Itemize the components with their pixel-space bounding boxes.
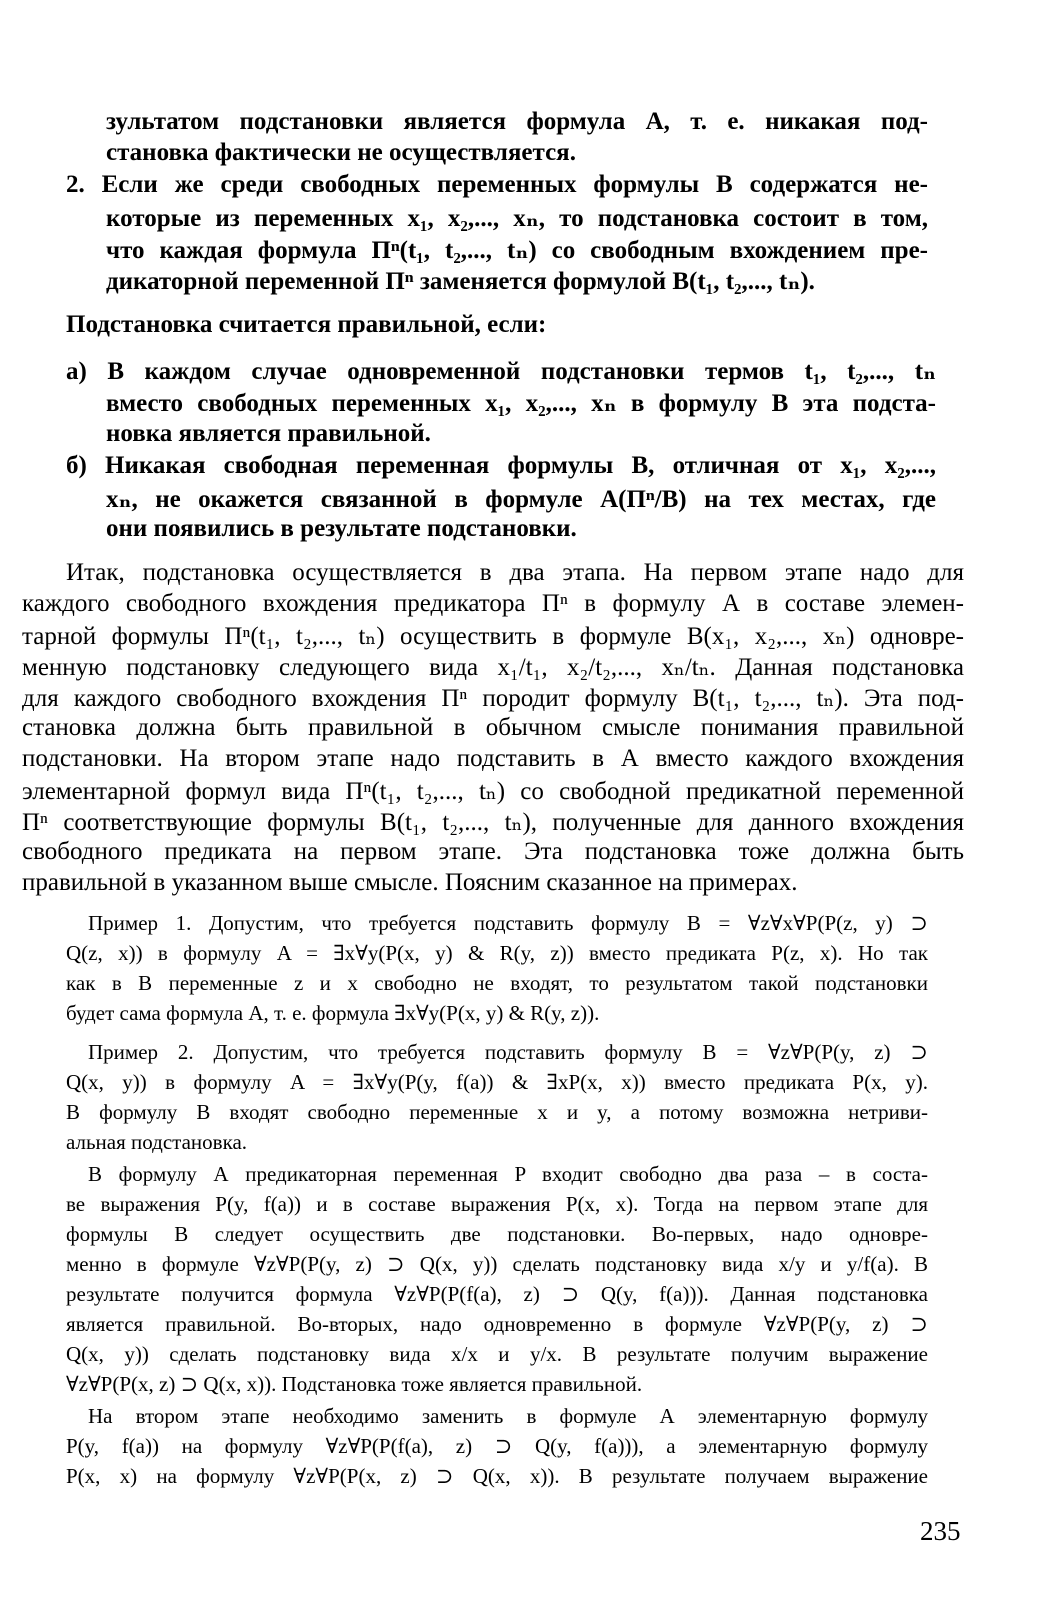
text-line: Q(x, y)) сделать подстановку вида x/x и y/x. В результате получим выражение — [66, 1342, 928, 1366]
text-line: альная подстановка. — [66, 1130, 248, 1154]
text-line: они появились в результате подстановки. — [106, 515, 577, 542]
text-line: которые из переменных x₁, x₂,..., xₙ, то подстановка состоит в том, — [106, 205, 928, 232]
text-line: ве выражения P(y, f(a)) и в составе выражения P(x, x). Тогда на первом этапе для — [66, 1192, 928, 1216]
text-line: элементарной формул вида Пⁿ(t₁, t₂,..., tₙ) со свободной предикатной переменной — [22, 778, 964, 805]
text-line: Q(x, y)) в формулу A = ∃x∀y(P(y, f(a)) & ∃xP(x, x)) вместо предиката P(x, y). — [66, 1070, 928, 1094]
text-line: а) В каждом случае одновременной подстановки термов t₁, t₂,..., tₙ — [66, 358, 936, 385]
text-line: становка фактически не осуществляется. — [106, 139, 576, 166]
text-line: результате получится формула ∀z∀P(P(f(a), z) ⊃ Q(y, f(a))). Данная подстановка — [66, 1282, 928, 1306]
text-line: В формулу А предикаторная переменная P входит свободно два раза – в соста- — [88, 1162, 928, 1186]
text-line: тарной формулы Пⁿ(t₁, t₂,..., tₙ) осуществить в формуле B(x₁, x₂,..., xₙ) одновре- — [22, 623, 964, 650]
text-line: становка должна быть правильной в обычном смысле понимания правильной — [22, 714, 964, 741]
text-line: для каждого свободного вхождения Пⁿ породит формулу B(t₁, t₂,..., tₙ). Эта под- — [22, 685, 964, 712]
text-line: является правильной. Во-вторых, надо одновременно в формуле ∀z∀P(P(y, z) ⊃ — [66, 1312, 928, 1336]
text-line: б) Никакая свободная переменная формулы В, отличная от x₁, x₂,..., — [66, 452, 936, 479]
text-line: менную подстановку следующего вида x₁/t₁, x₂/t₂,..., xₙ/tₙ. Данная подстановка — [22, 654, 964, 681]
text-line: будет сама формула А, т. е. формула ∃x∀y(P(x, y) & R(y, z)). — [66, 1001, 600, 1025]
text-line: свободного предиката на первом этапе. Эта подстановка тоже должна быть — [22, 838, 964, 865]
text-line: 2. Если же среди свободных переменных формулы В содержатся не- — [66, 171, 928, 198]
text-line: В формулу B входят свободно переменные x и y, а потому возможна нетриви- — [66, 1100, 928, 1124]
text-line: Пример 1. Допустим, что требуется подставить формулу B = ∀z∀x∀P(P(z, y) ⊃ — [88, 911, 928, 935]
text-line: На втором этапе необходимо заменить в формуле А элементарную формулу — [88, 1404, 928, 1428]
text-line: как в B переменные z и x свободно не входят, то результатом такой подстановки — [66, 971, 928, 995]
text-line: что каждая формула Пⁿ(t₁, t₂,..., tₙ) со свободным вхождением пре- — [106, 237, 928, 264]
text-line: дикаторной переменной Пⁿ заменяется формулой B(t₁, t₂,..., tₙ). — [106, 268, 815, 295]
text-line: Пⁿ соответствующие формулы B(t₁, t₂,..., tₙ), полученные для данного вхождения — [22, 809, 964, 836]
text-line: новка является правильной. — [106, 420, 431, 447]
page-number: 235 — [920, 1516, 961, 1546]
text-line: Пример 2. Допустим, что требуется подставить формулу B = ∀z∀P(P(y, z) ⊃ — [88, 1040, 928, 1064]
text-line: Итак, подстановка осуществляется в два этапа. На первом этапе надо для — [66, 559, 964, 586]
text-line: каждого свободного вхождения предикатора Пⁿ в формулу А в составе элемен- — [22, 590, 964, 617]
text-line: P(x, x) на формулу ∀z∀P(P(x, z) ⊃ Q(x, x)). В результате получаем выражение — [66, 1464, 928, 1488]
text-line: Q(z, x)) в формулу A = ∃x∀y(P(x, y) & R(y, z)) вместо предиката P(z, x). Но так — [66, 941, 928, 965]
text-line: вместо свободных переменных x₁, x₂,..., xₙ в формулу В эта подста- — [106, 390, 936, 417]
text-line: формулы B следует осуществить две подстановки. Во-первых, надо одновре- — [66, 1222, 928, 1246]
text-line: ∀z∀P(P(x, z) ⊃ Q(x, x)). Подстановка тоже является правильной. — [66, 1372, 643, 1396]
text-line: Подстановка считается правильной, если: — [66, 311, 547, 338]
text-line: подстановки. На втором этапе надо подставить в А вместо каждого вхождения — [22, 745, 964, 772]
text-line: зультатом подстановки является формула А, т. е. никакая под- — [106, 108, 928, 135]
text-line: менно в формуле ∀z∀P(P(y, z) ⊃ Q(x, y)) сделать подстановку вида x/y и y/f(a). В — [66, 1252, 928, 1276]
text-line: P(y, f(a)) на формулу ∀z∀P(P(f(a), z) ⊃ Q(y, f(a))), а элементарную формулу — [66, 1434, 928, 1458]
text-line: правильной в указанном выше смысле. Поясним сказанное на примерах. — [22, 869, 798, 896]
text-line: xₙ, не окажется связанной в формуле A(Пⁿ/B) на тех местах, где — [106, 486, 936, 513]
